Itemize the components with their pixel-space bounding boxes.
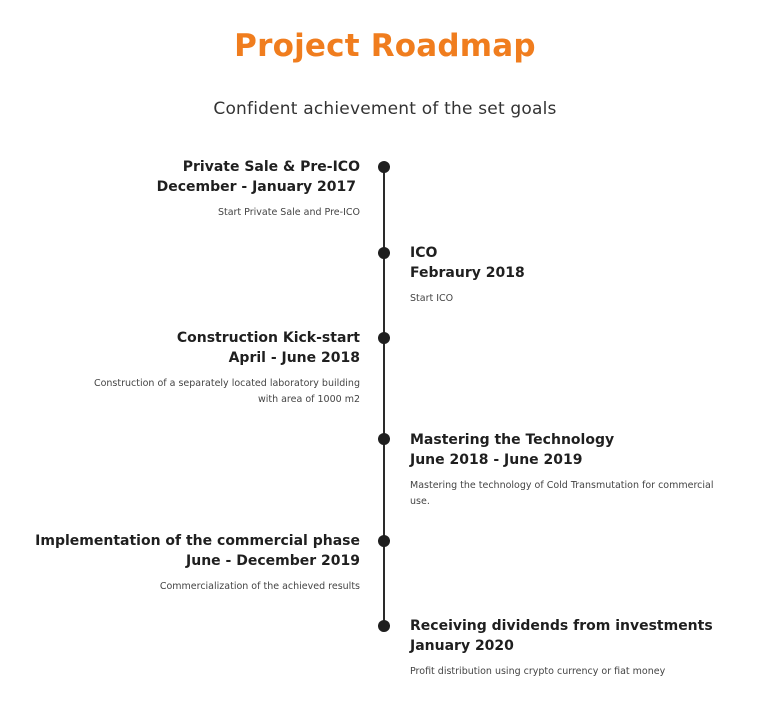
milestone-date: December - January 2017 [156, 179, 356, 195]
milestone-description: Commercialization of the achieved results [159, 581, 360, 592]
milestone-title: Implementation of the commercial phase [35, 533, 360, 549]
milestone-date: June - December 2019 [186, 553, 360, 569]
timeline-dot [378, 332, 390, 344]
milestone-commercial-phase [35, 531, 360, 595]
timeline-dot [378, 161, 390, 173]
milestone-date: June 2018 - June 2019 [410, 452, 583, 468]
milestone-title: Mastering the Technology [410, 432, 615, 448]
timeline-dot [378, 535, 390, 547]
description-line: use. [410, 496, 430, 507]
milestone-description [410, 478, 713, 510]
milestone-mastering [410, 430, 713, 510]
milestone-title: Private Sale & Pre-ICO [182, 159, 360, 175]
milestone-description: Profit distribution using crypto currency or fiat money [410, 666, 666, 677]
timeline-dot [378, 433, 390, 445]
milestone-private-sale [157, 157, 360, 221]
milestone-description: Start Private Sale and Pre-ICO [217, 207, 360, 218]
timeline-dot [378, 247, 390, 259]
timeline-line [383, 167, 385, 627]
timeline-dot [378, 620, 390, 632]
milestone-date: April - June 2018 [228, 350, 360, 366]
description-line: with area of 1000 m2 [257, 394, 360, 405]
milestone-title: Construction Kick-start [176, 330, 360, 346]
milestone-date: January 2020 [410, 638, 514, 654]
page-title: Project Roadmap [234, 28, 536, 64]
milestone-title: Receiving dividends from investments [410, 618, 713, 634]
milestone-description: Start ICO [410, 293, 454, 304]
milestone-title: ICO [410, 245, 438, 261]
page-subtitle: Confident achievement of the set goals [213, 99, 557, 119]
milestone-ico [410, 243, 525, 307]
milestone-construction [94, 328, 360, 408]
description-line: Mastering the technology of Cold Transmutation for commercial [410, 480, 714, 491]
milestone-date: Febraury 2018 [410, 265, 525, 281]
milestone-dividends [410, 616, 713, 680]
description-line: Construction of a separately located laboratory building [93, 378, 360, 389]
milestone-description [94, 376, 360, 408]
